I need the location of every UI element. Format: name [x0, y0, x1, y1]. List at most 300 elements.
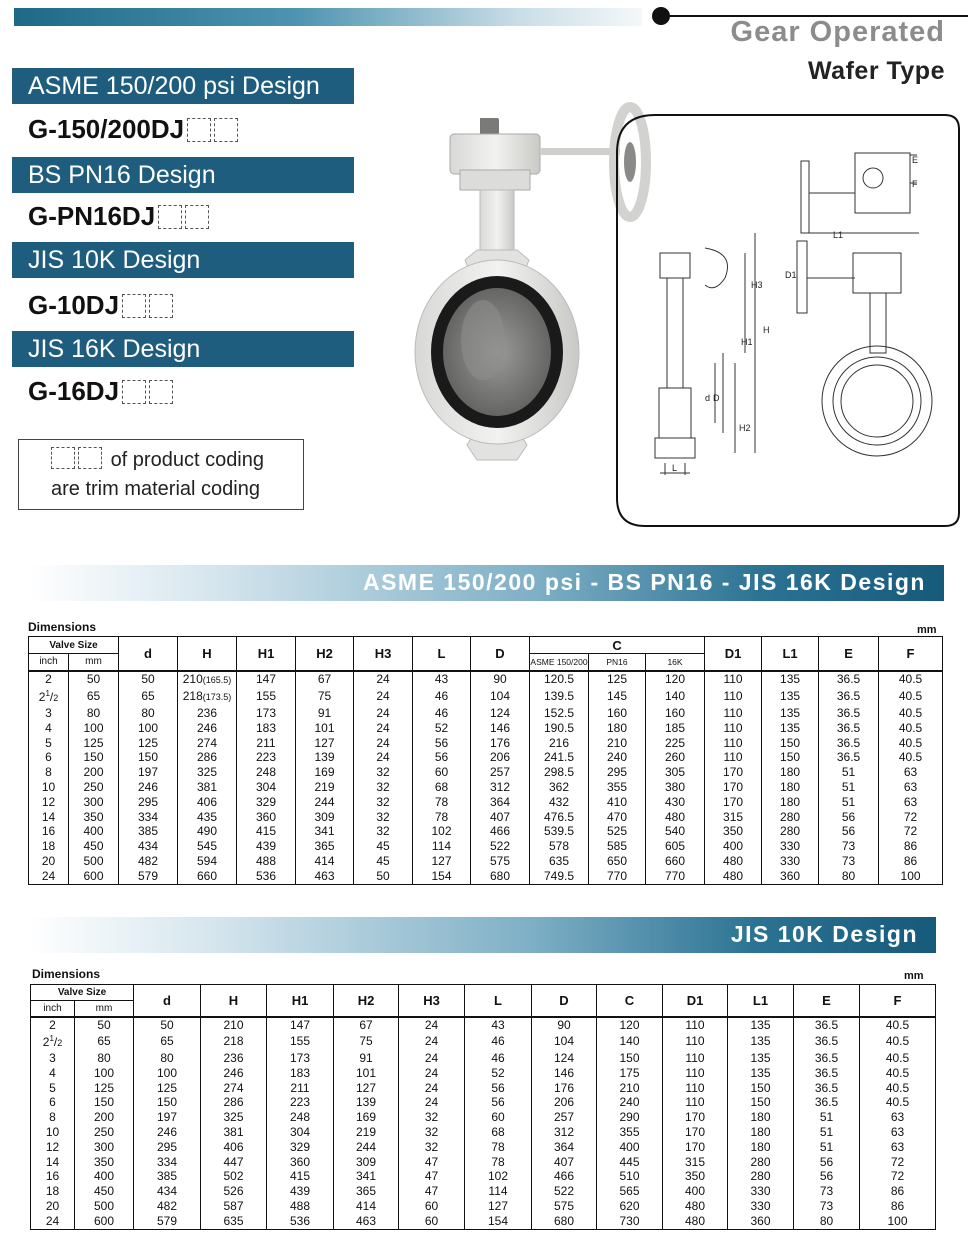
- table-row: [29, 824, 943, 839]
- table-row: [29, 687, 943, 706]
- table-cell: 200: [75, 1110, 134, 1125]
- table-cell: 60: [465, 1110, 532, 1125]
- col-F: F: [860, 985, 936, 1017]
- table-cell: 329: [267, 1140, 334, 1155]
- dimensions-label: Dimensions: [32, 967, 101, 981]
- table-row: [31, 1155, 936, 1170]
- col-H: H: [178, 637, 237, 671]
- table-cell: 280: [728, 1169, 794, 1184]
- table-cell: 72: [879, 824, 943, 839]
- table-cell: 51: [819, 795, 879, 810]
- table-cell: 160: [646, 706, 705, 721]
- table-cell: 8: [31, 1110, 75, 1125]
- table-cell: 24: [354, 736, 413, 751]
- table-cell: 432: [530, 795, 589, 810]
- table-cell: 120: [597, 1017, 663, 1033]
- table-cell: 364: [471, 795, 530, 810]
- table-cell: 488: [267, 1199, 334, 1214]
- table-cell: 330: [762, 839, 819, 854]
- table-cell: 298.5: [530, 765, 589, 780]
- table-cell: 46: [465, 1051, 532, 1066]
- page-title: Gear Operated: [730, 16, 945, 48]
- table-cell: 72: [879, 810, 943, 825]
- table-cell: 309: [296, 810, 354, 825]
- table-cell: 63: [879, 795, 943, 810]
- table-row: [29, 795, 943, 810]
- table-cell: 150: [762, 736, 819, 751]
- table-cell: 114: [413, 839, 471, 854]
- table-cell: 47: [399, 1155, 465, 1170]
- table-cell: 140: [646, 687, 705, 706]
- table-cell: 200: [69, 765, 119, 780]
- table-cell: 635: [201, 1214, 267, 1229]
- table-cell: 180: [762, 795, 819, 810]
- table-cell: 24: [354, 750, 413, 765]
- table-cell: 170: [663, 1140, 728, 1155]
- design-band-jis16k: JIS 16K Design: [12, 331, 354, 367]
- table-cell: 180: [728, 1140, 794, 1155]
- table-cell: 150: [728, 1081, 794, 1096]
- table-cell: 51: [794, 1110, 860, 1125]
- table-cell: 91: [296, 706, 354, 721]
- table-cell: 56: [413, 750, 471, 765]
- table-cell: 330: [762, 854, 819, 869]
- table-cell: 90: [532, 1017, 597, 1033]
- table-cell: 183: [237, 721, 296, 736]
- table-cell: 400: [597, 1140, 663, 1155]
- table-cell: 211: [237, 736, 296, 751]
- table-row: [31, 1125, 936, 1140]
- table-cell: 364: [532, 1140, 597, 1155]
- table-cell: 3: [29, 706, 69, 721]
- table-row: [29, 765, 943, 780]
- table-cell: 434: [134, 1184, 201, 1199]
- table-cell: 47: [399, 1169, 465, 1184]
- table-cell: 65: [119, 687, 178, 706]
- table-cell: 286: [178, 750, 237, 765]
- table-cell: 150: [134, 1095, 201, 1110]
- table-cell: 78: [465, 1155, 532, 1170]
- table-cell: 152.5: [530, 706, 589, 721]
- table-cell: 150: [728, 1095, 794, 1110]
- table-cell: 415: [237, 824, 296, 839]
- table-cell: 250: [69, 780, 119, 795]
- table-cell: 32: [354, 824, 413, 839]
- col-H3: H3: [399, 985, 465, 1017]
- table-cell: 244: [334, 1140, 399, 1155]
- table-cell: 100: [119, 721, 178, 736]
- table-cell: 600: [69, 869, 119, 884]
- table-cell: 525: [589, 824, 646, 839]
- table-row: [31, 1214, 936, 1229]
- table-cell: 770: [589, 869, 646, 884]
- table-cell: 482: [134, 1199, 201, 1214]
- table-cell: 466: [532, 1169, 597, 1184]
- table-cell: 197: [134, 1110, 201, 1125]
- table-cell: 91: [334, 1051, 399, 1066]
- table-cell: 280: [762, 824, 819, 839]
- table-cell: 218(173.5): [178, 687, 237, 706]
- table-cell: 300: [75, 1140, 134, 1155]
- table-cell: 218: [201, 1032, 267, 1051]
- label-H3: H3: [751, 280, 763, 290]
- table-cell: 63: [860, 1140, 936, 1155]
- col-D1: D1: [663, 985, 728, 1017]
- table-cell: 60: [399, 1214, 465, 1229]
- col-E: E: [794, 985, 860, 1017]
- design-band-jis10k: JIS 10K Design: [12, 242, 354, 278]
- table-cell: 575: [532, 1199, 597, 1214]
- model-code-text: G-10DJ: [28, 290, 120, 320]
- table-cell: 146: [471, 721, 530, 736]
- table-cell: 40.5: [879, 671, 943, 688]
- table-cell: 173: [267, 1051, 334, 1066]
- table-cell: 365: [334, 1184, 399, 1199]
- table-cell: 139: [296, 750, 354, 765]
- label-F: F: [912, 179, 918, 189]
- model-code-jis10k: [28, 290, 173, 321]
- page-subtitle: Wafer Type: [808, 57, 945, 85]
- section-header-table2: [28, 917, 936, 953]
- table-cell: 480: [663, 1214, 728, 1229]
- table-cell: 150: [597, 1051, 663, 1066]
- table-cell: 135: [728, 1051, 794, 1066]
- col-d: d: [134, 985, 201, 1017]
- table-cell: 749.5: [530, 869, 589, 884]
- table-cell: 40.5: [860, 1032, 936, 1051]
- table-cell: 246: [134, 1125, 201, 1140]
- table-cell: 482: [119, 854, 178, 869]
- col-d: d: [119, 637, 178, 671]
- table-cell: 522: [471, 839, 530, 854]
- table-cell: 72: [860, 1155, 936, 1170]
- table-cell: 536: [267, 1214, 334, 1229]
- table-cell: 385: [119, 824, 178, 839]
- label-D: D: [713, 393, 720, 403]
- table-cell: 463: [296, 869, 354, 884]
- table-cell: 24: [399, 1032, 465, 1051]
- label-H2: H2: [739, 423, 751, 433]
- table-cell: 36.5: [819, 687, 879, 706]
- table-cell: 40.5: [860, 1095, 936, 1110]
- table-row: [29, 721, 943, 736]
- table-cell: 86: [860, 1199, 936, 1214]
- table-cell: 73: [794, 1184, 860, 1199]
- table-cell: 312: [532, 1125, 597, 1140]
- table-cell: 40.5: [860, 1017, 936, 1033]
- table-cell: 56: [413, 736, 471, 751]
- table-cell: 476.5: [530, 810, 589, 825]
- table-cell: 470: [589, 810, 646, 825]
- table-cell: 146: [532, 1066, 597, 1081]
- table-cell: 488: [237, 854, 296, 869]
- table-cell: 139: [334, 1095, 399, 1110]
- design-band-asme: ASME 150/200 psi Design: [12, 68, 354, 104]
- table-cell: 36.5: [794, 1017, 860, 1033]
- trim-code-box: [51, 447, 75, 469]
- table-cell: 295: [589, 765, 646, 780]
- table-cell: 102: [413, 824, 471, 839]
- table-cell: 4: [29, 721, 69, 736]
- table-cell: 101: [334, 1066, 399, 1081]
- table-cell: 56: [794, 1155, 860, 1170]
- table-cell: 135: [762, 671, 819, 688]
- table-cell: 68: [413, 780, 471, 795]
- table-cell: 50: [354, 869, 413, 884]
- table-cell: 334: [119, 810, 178, 825]
- table-cell: 206: [532, 1095, 597, 1110]
- table-cell: 240: [597, 1095, 663, 1110]
- table-cell: 585: [589, 839, 646, 854]
- table-cell: 32: [354, 765, 413, 780]
- table-cell: 500: [75, 1199, 134, 1214]
- table-cell: 36.5: [819, 750, 879, 765]
- table-cell: 78: [413, 795, 471, 810]
- table-cell: 124: [471, 706, 530, 721]
- table-cell: 170: [705, 765, 762, 780]
- table-cell: 305: [646, 765, 705, 780]
- table-cell: 770: [646, 869, 705, 884]
- table-row: [29, 706, 943, 721]
- table-cell: 45: [354, 839, 413, 854]
- label-E: E: [912, 155, 919, 165]
- table-cell: 36.5: [794, 1066, 860, 1081]
- table-cell: 100: [860, 1214, 936, 1229]
- table-cell: 360: [728, 1214, 794, 1229]
- table-cell: 257: [532, 1110, 597, 1125]
- dimensions-table-jis10k: [30, 984, 936, 1230]
- section-header-table1: [28, 565, 944, 601]
- table-cell: 565: [597, 1184, 663, 1199]
- table-cell: 539.5: [530, 824, 589, 839]
- unit-label: mm: [904, 970, 924, 982]
- table-cell: 206: [471, 750, 530, 765]
- table-cell: 295: [119, 795, 178, 810]
- table-row: [31, 1169, 936, 1184]
- table-cell: 90: [471, 671, 530, 688]
- col-inch: inch: [29, 654, 69, 671]
- table-cell: 65: [134, 1032, 201, 1051]
- col-L: L: [413, 637, 471, 671]
- table-cell: 241.5: [530, 750, 589, 765]
- table-cell: 46: [413, 687, 471, 706]
- table-cell: 575: [471, 854, 530, 869]
- table-cell: 526: [201, 1184, 267, 1199]
- table-cell: 155: [237, 687, 296, 706]
- col-H3: H3: [354, 637, 413, 671]
- table-cell: 360: [237, 810, 296, 825]
- table-cell: 100: [75, 1066, 134, 1081]
- table-cell: 169: [296, 765, 354, 780]
- table-row: [31, 1066, 936, 1081]
- table-cell: 510: [597, 1169, 663, 1184]
- trim-code-box: [78, 447, 102, 469]
- table-cell: 78: [465, 1140, 532, 1155]
- table-cell: 40.5: [879, 736, 943, 751]
- table-cell: 414: [334, 1199, 399, 1214]
- table-cell: 110: [663, 1095, 728, 1110]
- table-cell: 65: [75, 1032, 134, 1051]
- section-title-table2: JIS 10K Design: [730, 921, 918, 947]
- table-cell: 51: [819, 780, 879, 795]
- table-cell: 257: [471, 765, 530, 780]
- table-cell: 147: [267, 1017, 334, 1033]
- table-cell: 65: [69, 687, 119, 706]
- table-cell: 8: [29, 765, 69, 780]
- table-cell: 135: [728, 1066, 794, 1081]
- table-cell: 24: [29, 869, 69, 884]
- table-cell: 86: [879, 839, 943, 854]
- col-D: D: [471, 637, 530, 671]
- table-cell: 110: [705, 671, 762, 688]
- table-cell: 127: [296, 736, 354, 751]
- table-cell: 170: [705, 795, 762, 810]
- dimension-drawing: [615, 113, 961, 528]
- table-cell: 40.5: [860, 1051, 936, 1066]
- table-cell: 219: [334, 1125, 399, 1140]
- table-cell: 75: [296, 687, 354, 706]
- table-cell: 216: [530, 736, 589, 751]
- table-cell: 330: [728, 1184, 794, 1199]
- label-H1: H1: [741, 337, 753, 347]
- table-cell: 20: [31, 1199, 75, 1214]
- col-C-16k: 16K: [646, 654, 705, 671]
- table-cell: 46: [413, 706, 471, 721]
- table-cell: 536: [237, 869, 296, 884]
- table-cell: 110: [663, 1051, 728, 1066]
- table-cell: 414: [296, 854, 354, 869]
- table-row: [31, 1184, 936, 1199]
- col-D1: D1: [705, 637, 762, 671]
- col-C: C: [530, 637, 705, 654]
- table-cell: 380: [646, 780, 705, 795]
- design-band-pn16: BS PN16 Design: [12, 157, 354, 193]
- table-cell: 67: [296, 671, 354, 688]
- table-cell: 135: [762, 687, 819, 706]
- table-cell: 176: [532, 1081, 597, 1096]
- table-cell: 312: [471, 780, 530, 795]
- table-cell: 219: [296, 780, 354, 795]
- col-C-pn16: PN16: [589, 654, 646, 671]
- table-row: [31, 1095, 936, 1110]
- table-cell: 274: [178, 736, 237, 751]
- table-cell: 240: [589, 750, 646, 765]
- table-cell: 154: [465, 1214, 532, 1229]
- table-cell: 125: [69, 736, 119, 751]
- col-L1: L1: [728, 985, 794, 1017]
- table-cell: 40.5: [879, 750, 943, 765]
- table-cell: 435: [178, 810, 237, 825]
- table-cell: 135: [728, 1017, 794, 1033]
- label-L: L: [672, 463, 678, 473]
- table-cell: 325: [201, 1110, 267, 1125]
- table-cell: 225: [646, 736, 705, 751]
- table-cell: 341: [296, 824, 354, 839]
- table-cell: 594: [178, 854, 237, 869]
- table-cell: 68: [465, 1125, 532, 1140]
- table-cell: 620: [597, 1199, 663, 1214]
- table-cell: 150: [762, 750, 819, 765]
- table-cell: 139.5: [530, 687, 589, 706]
- table-cell: 246: [201, 1066, 267, 1081]
- table-cell: 124: [532, 1051, 597, 1066]
- table-cell: 290: [597, 1110, 663, 1125]
- table-cell: 660: [178, 869, 237, 884]
- table-cell: 40.5: [879, 687, 943, 706]
- table-cell: 127: [334, 1081, 399, 1096]
- table-cell: 110: [705, 687, 762, 706]
- table-cell: 185: [646, 721, 705, 736]
- trim-code-box: [158, 205, 182, 229]
- table-cell: 385: [134, 1169, 201, 1184]
- table-cell: 24: [399, 1051, 465, 1066]
- table-cell: 6: [31, 1095, 75, 1110]
- table-cell: 210: [597, 1081, 663, 1096]
- table-cell: 274: [201, 1081, 267, 1096]
- table-cell: 176: [471, 736, 530, 751]
- table-cell: 60: [399, 1199, 465, 1214]
- table-cell: 100: [69, 721, 119, 736]
- table-row: [31, 1199, 936, 1214]
- col-H1: H1: [267, 985, 334, 1017]
- table-row: [29, 869, 943, 884]
- table-cell: 400: [663, 1184, 728, 1199]
- trim-code-box: [185, 205, 209, 229]
- table-cell: 125: [589, 671, 646, 688]
- table-cell: 127: [465, 1199, 532, 1214]
- table-cell: 120.5: [530, 671, 589, 688]
- table-cell: 18: [29, 839, 69, 854]
- table-row: [29, 750, 943, 765]
- table-row: [29, 780, 943, 795]
- table-cell: 434: [119, 839, 178, 854]
- table-cell: 329: [237, 795, 296, 810]
- table-cell: 6: [29, 750, 69, 765]
- table-cell: 110: [663, 1066, 728, 1081]
- table-cell: 362: [530, 780, 589, 795]
- table-cell: 170: [705, 780, 762, 795]
- dimensions-label: Dimensions: [28, 620, 97, 634]
- coding-note-text1: of product coding: [110, 449, 264, 471]
- table-cell: 80: [75, 1051, 134, 1066]
- col-inch: inch: [31, 1001, 75, 1017]
- table-cell: 14: [29, 810, 69, 825]
- table-cell: 104: [471, 687, 530, 706]
- table-cell: 246: [119, 780, 178, 795]
- table-cell: 51: [794, 1140, 860, 1155]
- table-cell: 175: [597, 1066, 663, 1081]
- table-cell: 540: [646, 824, 705, 839]
- table-cell: 2: [29, 671, 69, 688]
- table-cell: 600: [75, 1214, 134, 1229]
- table-cell: 439: [237, 839, 296, 854]
- table-cell: 56: [819, 824, 879, 839]
- table-cell: 32: [354, 780, 413, 795]
- table-cell: 75: [334, 1032, 399, 1051]
- table-cell: $2^1/2$: [29, 687, 69, 706]
- table-cell: 5: [29, 736, 69, 751]
- table-cell: 24: [399, 1017, 465, 1033]
- table-cell: 45: [354, 854, 413, 869]
- trim-code-box: [214, 118, 238, 142]
- table-cell: 400: [75, 1169, 134, 1184]
- table-cell: 32: [354, 810, 413, 825]
- table-cell: 135: [728, 1032, 794, 1051]
- col-H: H: [201, 985, 267, 1017]
- table-cell: 12: [29, 795, 69, 810]
- table-row: [31, 1110, 936, 1125]
- table-cell: 135: [762, 721, 819, 736]
